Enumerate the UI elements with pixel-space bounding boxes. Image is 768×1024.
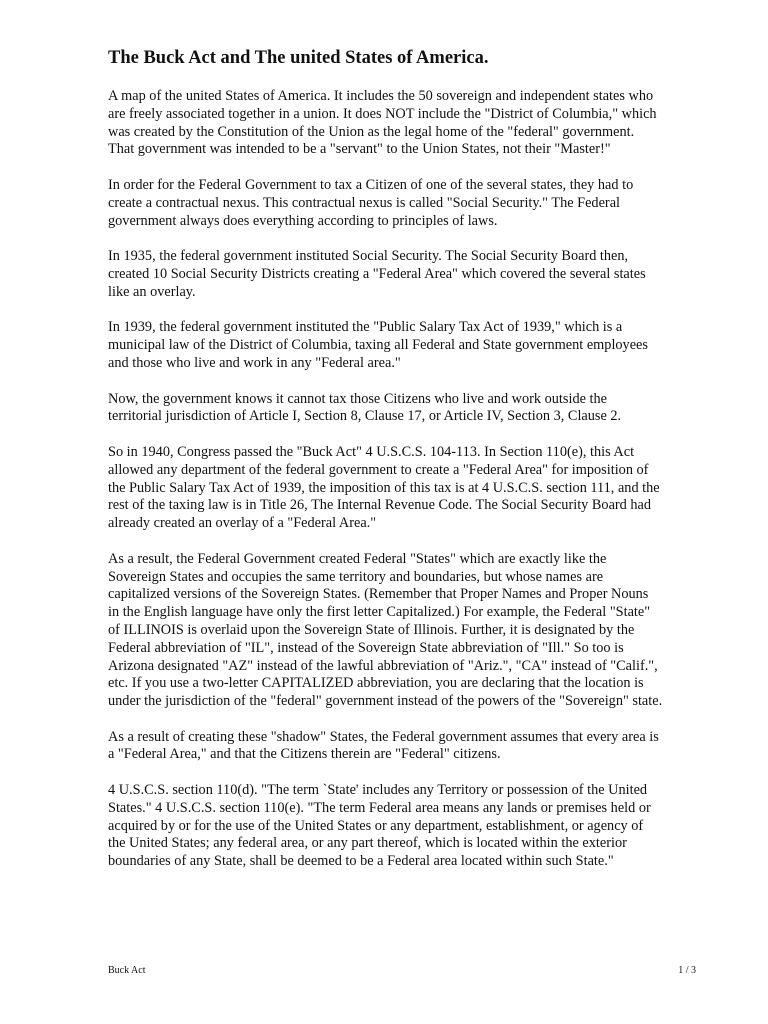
paragraph: In order for the Federal Government to tax a Citizen of one of the several states, they had to create a contractual nexus. This contractual nexus is called "Social Security." The Federal government always does everything according to principles of laws. xyxy=(108,176,634,229)
paragraph: As a result, the Federal Government created Federal "States" which are exactly like the Sovereign States and occupies the same territory and boundaries, but whose names are capitalized versions of the Sovereign States. (Remember that Proper Names and Proper Nouns in the English language have only the first letter Capitalized.) For example, the Federal "State" of ILLINOIS is overlaid upon the Sovereign State of Illinois. Further, it is designated by the Federal abbreviation of "IL", instead of the Sovereign State abbreviation of "Ill." So too is Arizona designated "AZ" instead of the lawful abbreviation of "Ariz.", "CA" instead of "Calif.", etc. If you use a two-letter CAPITALIZED abbreviation, you are declaring that the location is under the jurisdiction of the "federal" government instead of the powers of the "Sovereign" state. xyxy=(108,550,663,710)
paragraph: In 1935, the federal government instituted Social Security. The Social Security Board then, created 10 Social Security Districts creating a "Federal Area" which covered the several states like an overlay. xyxy=(108,248,646,300)
document-body xyxy=(108,88,663,889)
footer-page-number: 1 / 3 xyxy=(678,965,696,976)
paragraph: Now, the government knows it cannot tax those Citizens who live and work outside the territorial jurisdiction of Article I, Section 8, Clause 17, or Article IV, Section 3, Clause 2. xyxy=(108,390,622,425)
footer-document-name: Buck Act xyxy=(108,965,146,976)
paragraph: A map of the united States of America. It includes the 50 sovereign and independent states who are freely associated together in a union. It does NOT include the "District of Columbia," which was created by the Constitution of the Union as the legal home of the "federal" government. That government was intended to be a "servant" to the Union States, not their "Master!" xyxy=(108,88,657,158)
document-title: The Buck Act and The united States of America. xyxy=(108,48,489,68)
paragraph: 4 U.S.C.S. section 110(d). "The term `State' includes any Territory or possession of the United States." 4 U.S.C.S. section 110(e). "The term Federal area means any lands or premises held or acquired by or for the use of the United States or any department, establishment, or agency of the United States; any federal area, or any part thereof, which is located within the exterior boundaries of any State, shall be deemed to be a Federal area located within such State." xyxy=(108,782,651,870)
paragraph: In 1939, the federal government instituted the "Public Salary Tax Act of 1939," which is a municipal law of the District of Columbia, taxing all Federal and State government employees and those who live and work in any "Federal area." xyxy=(108,319,648,371)
paragraph: So in 1940, Congress passed the "Buck Act" 4 U.S.C.S. 104-113. In Section 110(e), this Act allowed any department of the federal government to create a "Federal Area" for imposition of the Public Salary Tax Act of 1939, the imposition of this tax is at 4 U.S.C.S. section 111, and the rest of the taxing law is in Title 26, The Internal Revenue Code. The Social Security Board had already created an overlay of a "Federal Area." xyxy=(108,443,660,532)
paragraph: As a result of creating these "shadow" States, the Federal government assumes that every area is a "Federal Area," and that the Citizens therein are "Federal" citizens. xyxy=(108,728,659,763)
